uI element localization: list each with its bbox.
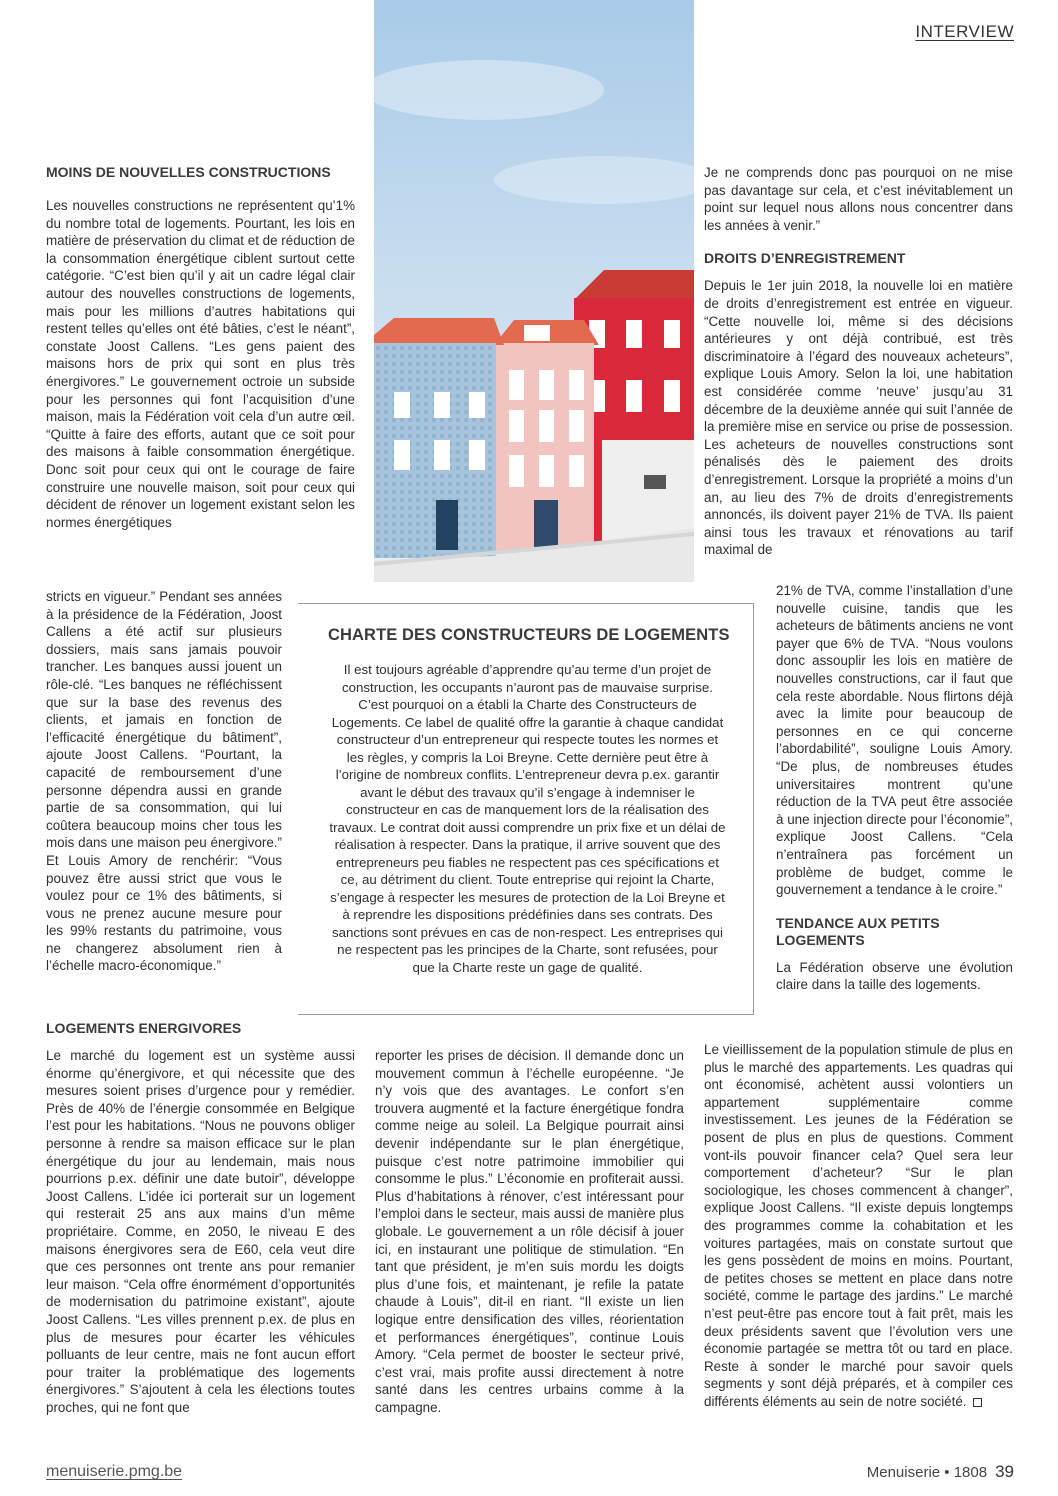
page-number: 39 <box>995 1462 1014 1481</box>
column-3-wrap <box>776 582 1013 994</box>
paragraph: 21% de TVA, comme l’installation d’une nouvelle cuisine, tandis que les acheteurs de bâtiments anciens ne vont payer que 6% de TVA. “Nous voulons donc assouplir les lois en matière de nouvelles constructions, car il faut que cela reste abordable. Nous flirtons déjà avec la limite pour beaucoup de personnes en ce qui concerne l’abordabilité”, souligne Louis Amory. “De plus, de nombreuses études universitaires montrent qu’une réduction de la TVA peut être associée à une injection directe pour l’économie”, explique Joost Callens. “Cela n’entraînera pas forcément un problème de budget, comme le gouvernement a tendance à le croire.” <box>776 583 1013 898</box>
column-3-bottom <box>704 1041 1013 1410</box>
paragraph <box>704 1041 1013 1410</box>
paragraph: Le marché du logement est un système aussi énorme qu’énergivore, et qui nécessite que des mesures soient prises d’urgence pour y remédier. Près de 40% de l’énergie consommée en Belgique l’est pour les habitations. “Nous ne pouvons obliger personne à rendre sa maison efficace sur le plan énergétique du jour au lendemain, mais nous pourrions p.ex. définir une date butoir”, développe Joost Callens. L’idée ici porterait sur un logement qui resterait 25 ans aux mains d’un même propriétaire. Comme, en 2050, le niveau E des maisons énergivores sera de E60, cela veut dire que ces personnes ont trente ans pour remanier leur maison. “Cela offre énormément d’opportunités de modernisation du patrimoine existant”, ajoute Joost Callens. “Les villes prennent p.ex. de plus en plus de mesures pour écarter les véhicules polluants de leur centre, mais ne font aucun effort pour traiter la problématique des logements énergivores.” S’ajoutent à cela les élections toutes proches, qui ne font que <box>46 1048 355 1415</box>
heading-tendance-petits-logements: TENDANCE AUX PETITS LOGEMENTS <box>776 914 940 948</box>
paragraph: La Fédération observe une évolution claire dans la taille des logements. <box>776 959 1013 993</box>
heading-droits-enregistrement: DROITS D’ENREGISTREMENT <box>704 250 906 267</box>
townhouses-photo <box>374 0 694 582</box>
paragraph-text: Le vieillissement de la population stimule de plus en plus le marché des appartements. Les quadras qui ont économisé, achètent aussi volontiers un appartement supplémentaire comme investissement. Les jeunes de la Fédération se posent de plus en plus de questions. Comment vont-ils pouvoir financer cela? Quel sera leur comportement d’acheteur? “Sur le plan sociologique, les choses commencent à changer”, explique Joost Callens. “Il existe depuis longtemps des programmes comme la cohabitation et les voitures partagées, mais on constate surtout que les gens possèdent de moins en moins. Pourtant, de petites choses se mettent en place dans notre société, comme le partage des jardins.” Le marché n’est peut-être pas encore tout à fait prêt, mais les deux présidents savent que l’évolution vers une économie partagée se mettra tôt ou tard en place. Reste à sonder le marché pour savoir quels segments y sont déjà préparés, et à compiler ces différents éléments au sein de notre société. <box>704 1042 1013 1409</box>
box-title: CHARTE DES CONSTRUCTEURS DE LOGEMENTS <box>328 626 730 644</box>
column-1-bottom <box>46 1020 355 1416</box>
section-tag: INTERVIEW <box>915 22 1014 41</box>
sidebar-box-charte <box>298 603 754 1015</box>
column-2-bottom <box>375 1047 684 1416</box>
footer-website-link[interactable]: menuiserie.pmg.be <box>46 1463 183 1480</box>
paragraph: Depuis le 1er juin 2018, la nouvelle loi en matière de droits d’enregistrement est entrée en vigueur. “Cette nouvelle loi, même si des décisions antérieures y ont déjà contribué, est très discriminatoire à l’égard des nouveaux acheteurs”, explique Louis Amory. Selon la loi, une habitation est considérée comme ‘neuve’ jusqu’au 31 décembre de la deuxième année qui suit l’année de la première mise en service ou prise de possession. Les acheteurs de nouvelles constructions sont pénalisés dès le paiement des droits d’enregistrement. Lorsque la propriété a moins d’un an, au lieu des 7% de droits d’enregistrements annoncés, ils doivent payer 21% de TVA. Ils paient ainsi tous les travaux et rénovations au tarif maximal de <box>704 278 1013 558</box>
heading-logements-energivores: LOGEMENTS ENERGIVORES <box>46 1020 242 1036</box>
paragraph: Je ne comprends donc pas pourquoi on ne mise pas davantage sur cela, et c’est inévitablement un point sur lequel nous allons nous concentrer dans les années à venir.” <box>704 165 1013 233</box>
column-1-top <box>46 164 355 531</box>
paragraph: reporter les prises de décision. Il demande donc un mouvement commun à l’échelle européenne. “Je n’y vois que des avantages. Le confort s’en trouvera augmenté et la facture énergétique fondra comme neige au soleil. La Belgique pourrait ainsi devenir indépendante sur le plan énergétique, puisque c’est notre patrimoine immobilier qui consomme le plus.” L’économie en profiterait aussi. Plus d’habitations à rénover, c’est intéressant pour l’emploi dans le secteur, mais aussi de manière plus globale. Le gouvernement a un rôle décisif à jouer ici, en instaurant une politique de stimulation. “En tant que président, je m’en suis mordu les doigts plus d’une fois, et maintenant, je refile la patate chaude à Louis”, dit-il en riant. “Il existe un lien logique entre densification des villes, réorientation et performances énergétiques”, continue Louis Amory. “Cela permet de booster le secteur privé, c’est vrai, mais profite aussi directement à notre santé dans les centres urbains comme à la campagne. <box>375 1048 684 1415</box>
magazine-issue: Menuiserie • 1808 <box>866 1464 988 1481</box>
box-text: Il est toujours agréable d’apprendre qu’au terme d’un projet de construction, les occupants n’auront pas de mauvaise surprise. C’est pourquoi on a établi la Charte des Constructeurs de Logements. Ce label de qualité offre la garantie à chaque candidat constructeur d’un entrepreneur qui respecte toutes les normes et les règles, y compris la Loi Breyne. Cette dernière peut être à l’origine de nombreux conflits. L’entrepreneur devra p.ex. garantir avant le début des travaux qu’il s’engage à indemniser le constructeur en cas de manquement lors de la réalisation des travaux. Le contrat doit aussi comprendre un prix fixe et un délai de réalisation à respecter. Dans la pratique, il arrive souvent que des entrepreneurs peu fiables ne respectent pas ces spécifications et ce, au détriment du client. Toute entreprise qui rejoint la Charte, s’engage à respecter les mesures de protection de la Loi Breyne et à reprendre les dispositions prédéfinies dans ses contrats. Des sanctions sont prévues en cas de non-respect. Les entreprises qui ne respectent pas les principes de la Charte, sont refusées, pour que la Charte reste un gage de qualité. <box>329 662 726 975</box>
heading-moins-nouvelles-constructions: MOINS DE NOUVELLES CONSTRUCTIONS <box>46 164 331 180</box>
column-1-wrap <box>46 588 282 975</box>
footer-publication <box>867 1462 1014 1482</box>
column-3-top <box>704 164 1013 559</box>
paragraph: stricts en vigueur.” Pendant ses années à la présidence de la Fédération, Joost Callens a été actif sur plusieurs dossiers, mais sans jamais pouvoir trancher. Les banques aussi jouent un rôle-clé. “Les banques ne réfléchissent que sur la base des revenus des clients, et jamais en fonction de l’efficacité énergétique du bâtiment”, ajoute Joost Callens. “Pourtant, la capacité de remboursement d’une personne dépendra aussi en grande partie de sa consommation, qui lui coûtera beaucoup moins cher tous les mois dans une maison peu énergivore.” Et Louis Amory de renchérir: “Vous pouvez être aussi strict que vous le voulez pour ce 1% des bâtiments, si vous ne prenez aucune mesure pour les 99% restants du patrimoine, vous ne changerez absolument rien à l’échelle macro-économique.” <box>46 589 282 974</box>
end-of-article-icon <box>973 1398 982 1407</box>
paragraph: Les nouvelles constructions ne représentent qu’1% du nombre total de logements. Pourtant, les lois en matière de préservation du climat et de réduction de la consommation énergétique ciblent surtout cette catégorie. “C’est bien qu’il y ait un cadre légal clair autour des nouvelles constructions de logements, mais pour les millions d’autres habitations qui restent telles qu’elles ont été bâties, c’est le néant”, constate Joost Callens. “Les gens paient des maisons hors de prix qui sont en plus très énergivores.” Le gouvernement octroie un subside pour les personnes qui font l’acquisition d’une maison, mais la Fédération voit cela d’un autre œil. “Quitte à faire des efforts, autant que ce soit pour des maisons à faible consommation énergétique. Donc soit pour ceux qui ont le courage de faire construire une nouvelle maison, soit pour ceux qui décident de rénover un logement existant selon les normes énergétiques <box>46 198 355 530</box>
